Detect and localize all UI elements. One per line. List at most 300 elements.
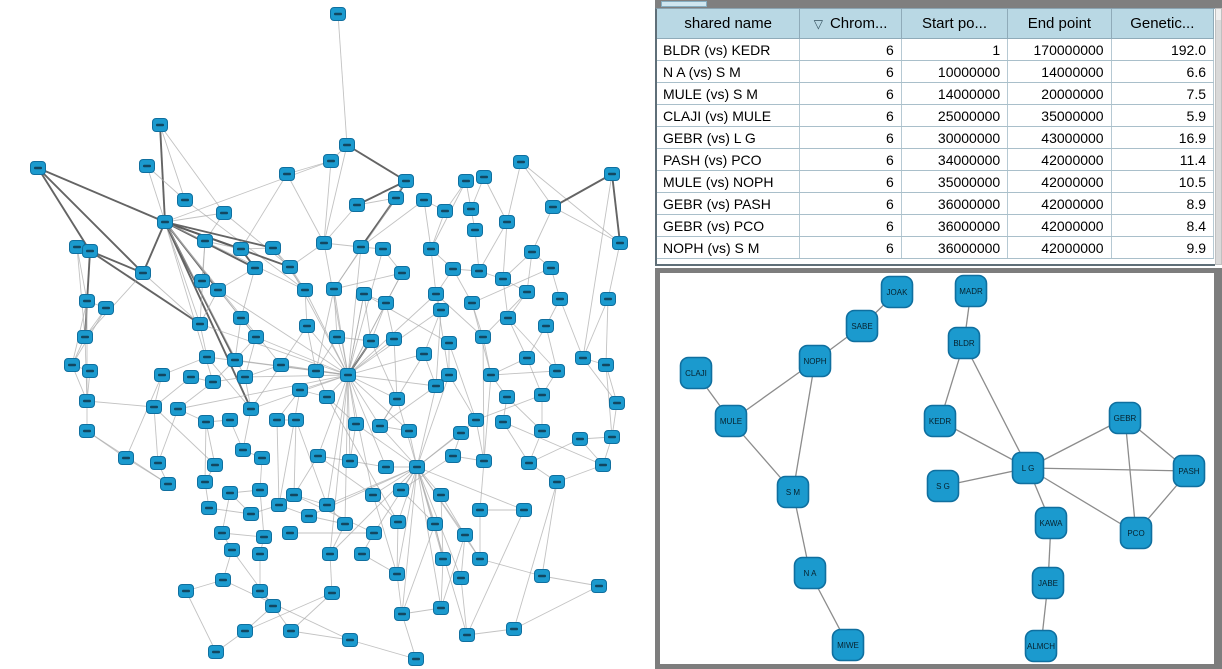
table-horizontal-scrollbar[interactable] [655,0,1222,8]
node-sabe[interactable] [847,311,878,342]
network-node[interactable] [399,175,414,188]
scrollbar-thumb[interactable] [661,1,707,7]
network-node[interactable] [343,634,358,647]
network-node[interactable] [477,455,492,468]
table-cell[interactable]: MULE (vs) S M [657,83,800,105]
network-node[interactable] [324,155,339,168]
network-node[interactable] [198,476,213,489]
network-node[interactable] [248,262,263,275]
network-edge [484,375,491,461]
network-node[interactable] [257,531,272,544]
network-node[interactable] [395,608,410,621]
network-node[interactable] [391,516,406,529]
network-node[interactable] [484,369,499,382]
network-node[interactable] [576,352,591,365]
table-cell[interactable]: 192.0 [1111,39,1213,61]
table-cell[interactable]: 6.6 [1111,61,1213,83]
network-node[interactable] [535,389,550,402]
network-edge [186,591,216,652]
network-node[interactable] [249,331,264,344]
network-node[interactable] [234,312,249,325]
network-node[interactable] [454,427,469,440]
network-edge [583,174,612,358]
network-node[interactable] [140,160,155,173]
network-node[interactable] [434,602,449,615]
network-node[interactable] [446,263,461,276]
network-node[interactable] [442,369,457,382]
network-edge [87,401,154,407]
network-node[interactable] [236,444,251,457]
network-node[interactable] [331,8,346,21]
network-node[interactable] [217,207,232,220]
table-cell[interactable]: 11.4 [1111,149,1213,171]
network-node[interactable] [469,414,484,427]
table-cell[interactable]: 14000000 [1008,61,1111,83]
network-node[interactable] [228,354,243,367]
network-edge [503,422,603,465]
network-node[interactable] [311,450,326,463]
table-cell[interactable]: 42000000 [1008,171,1111,193]
network-edge [491,371,557,375]
table-cell[interactable]: GEBR (vs) PCO [657,215,800,237]
network-edge [553,207,620,243]
column-header-1[interactable]: ▽ Chrom... [800,9,901,39]
table-cell[interactable]: 1 [901,39,1007,61]
network-edge [397,522,398,574]
network-node[interactable] [209,646,224,659]
table-cell[interactable]: 7.5 [1111,83,1213,105]
network-node[interactable] [225,544,240,557]
network-node[interactable] [317,237,332,250]
network-node[interactable] [293,384,308,397]
node-joak[interactable] [882,277,913,308]
network-node[interactable] [253,484,268,497]
column-header-0[interactable]: shared name [657,9,800,39]
network-node[interactable] [253,585,268,598]
network-edge [287,174,324,243]
network-node[interactable] [325,587,340,600]
network-node[interactable] [253,548,268,561]
node-pash[interactable] [1174,456,1205,487]
table-row[interactable] [657,127,1214,149]
table-cell[interactable]: PASH (vs) PCO [657,149,800,171]
network-node[interactable] [417,194,432,207]
table-cell[interactable]: 6 [800,127,901,149]
network-node[interactable] [238,371,253,384]
network-node[interactable] [198,235,213,248]
table-cell[interactable]: 42000000 [1008,149,1111,171]
network-node[interactable] [355,548,370,561]
network-node[interactable] [544,262,559,275]
network-node[interactable] [31,162,46,175]
network-node[interactable] [387,333,402,346]
network-node[interactable] [270,414,285,427]
column-header-4[interactable]: Genetic... [1111,9,1213,39]
network-node[interactable] [193,318,208,331]
network-node[interactable] [613,237,628,250]
network-node[interactable] [436,553,451,566]
node-almch[interactable] [1026,631,1057,662]
network-node[interactable] [80,425,95,438]
network-node[interactable] [199,416,214,429]
table-cell[interactable]: 8.9 [1111,193,1213,215]
network-node[interactable] [272,499,287,512]
network-node[interactable] [327,283,342,296]
network-node[interactable] [395,267,410,280]
network-edge [154,407,158,463]
network-node[interactable] [376,243,391,256]
network-edge[interactable] [1028,468,1189,471]
node-madr[interactable] [956,276,987,307]
table-cell[interactable]: 9.9 [1111,237,1213,259]
network-node[interactable] [424,243,439,256]
table-cell[interactable]: 35000000 [1008,105,1111,127]
table-cell[interactable]: 10.5 [1111,171,1213,193]
svg-text:KEDR: KEDR [928,417,952,426]
edge-attribute-table-panel [655,8,1215,266]
network-node[interactable] [442,337,457,350]
network-node[interactable] [402,425,417,438]
network-node[interactable] [289,414,304,427]
network-node[interactable] [550,365,565,378]
node-gebr[interactable] [1110,403,1141,434]
network-edge [417,467,524,510]
table-cell[interactable]: 34000000 [901,149,1007,171]
network-node[interactable] [341,369,356,382]
node-miwe[interactable] [833,630,864,661]
table-cell[interactable]: N A (vs) S M [657,61,800,83]
network-node[interactable] [320,391,335,404]
node-pco[interactable] [1121,518,1152,549]
table-cell[interactable]: 43000000 [1008,127,1111,149]
network-node[interactable] [438,205,453,218]
network-node[interactable] [153,119,168,132]
network-node[interactable] [266,600,281,613]
network-node[interactable] [151,457,166,470]
network-node[interactable] [147,401,162,414]
network-node[interactable] [522,457,537,470]
network-node[interactable] [119,452,134,465]
network-node[interactable] [520,286,535,299]
network-node[interactable] [255,452,270,465]
network-node[interactable] [389,192,404,205]
table-cell[interactable]: 6 [800,149,901,171]
node-l-g[interactable] [1013,453,1044,484]
node-kawa[interactable] [1036,508,1067,539]
network-node[interactable] [464,203,479,216]
network-node[interactable] [99,302,114,315]
network-node[interactable] [468,224,483,237]
network-node[interactable] [535,425,550,438]
table-cell[interactable]: 36000000 [901,215,1007,237]
svg-text:L G: L G [1021,464,1035,473]
network-node[interactable] [429,380,444,393]
table-cell[interactable]: 5.9 [1111,105,1213,127]
table-row[interactable] [657,83,1214,105]
network-node[interactable] [266,242,281,255]
network-node[interactable] [364,335,379,348]
network-node[interactable] [535,570,550,583]
network-edge[interactable] [793,361,815,492]
node-jabe[interactable] [1033,568,1064,599]
network-node[interactable] [349,418,364,431]
svg-text:GEBR: GEBR [1113,414,1137,423]
network-node[interactable] [428,518,443,531]
network-node[interactable] [366,489,381,502]
table-row[interactable] [657,39,1214,61]
scrollbar-button[interactable] [1216,9,1221,20]
node-mule[interactable] [716,406,747,437]
network-node[interactable] [496,273,511,286]
network-edge[interactable] [1125,418,1136,533]
network-node[interactable] [417,348,432,361]
network-node[interactable] [309,365,324,378]
table-cell[interactable]: 6 [800,171,901,193]
network-node[interactable] [354,241,369,254]
network-node[interactable] [367,527,382,540]
table-row[interactable] [657,171,1214,193]
network-node[interactable] [179,585,194,598]
table-vertical-scrollbar[interactable] [1215,8,1222,265]
network-node[interactable] [274,359,289,372]
svg-text:CLAJI: CLAJI [685,369,707,378]
node-bldr[interactable] [949,328,980,359]
network-edge [245,375,348,377]
network-node[interactable] [158,216,173,229]
network-node[interactable] [390,393,405,406]
network-edge [165,161,331,222]
network-edge [507,162,521,222]
network-node[interactable] [465,297,480,310]
network-node[interactable] [546,201,561,214]
network-edge [417,467,480,559]
network-edge [553,174,612,207]
network-node[interactable] [500,216,515,229]
table-cell[interactable]: 6 [800,193,901,215]
svg-text:N A: N A [803,569,817,578]
network-node[interactable] [202,502,217,515]
node-claji[interactable] [681,358,712,389]
network-node[interactable] [601,293,616,306]
network-node[interactable] [573,433,588,446]
network-node[interactable] [496,416,511,429]
network-node[interactable] [517,504,532,517]
network-node[interactable] [223,414,238,427]
network-node[interactable] [525,246,540,259]
table-cell[interactable]: 20000000 [1008,83,1111,105]
network-node[interactable] [283,261,298,274]
network-edge [205,422,206,482]
network-node[interactable] [553,293,568,306]
network-node[interactable] [171,403,186,416]
column-header-2[interactable]: Start po... [901,9,1007,39]
table-cell[interactable]: 36000000 [901,237,1007,259]
network-edge [480,461,484,510]
network-node[interactable] [136,267,151,280]
table-cell[interactable]: 35000000 [901,171,1007,193]
network-node[interactable] [83,245,98,258]
network-node[interactable] [605,431,620,444]
network-node[interactable] [343,455,358,468]
network-node[interactable] [244,403,259,416]
network-node[interactable] [610,397,625,410]
network-node[interactable] [234,243,249,256]
table-cell[interactable]: 8.4 [1111,215,1213,237]
network-node[interactable] [514,156,529,169]
table-row[interactable] [657,215,1214,237]
network-node[interactable] [244,508,259,521]
network-node[interactable] [206,376,221,389]
network-node[interactable] [454,572,469,585]
network-node[interactable] [599,359,614,372]
network-node[interactable] [500,391,515,404]
network-node[interactable] [338,518,353,531]
network-node[interactable] [80,395,95,408]
network-node[interactable] [476,331,491,344]
network-node[interactable] [460,629,475,642]
network-node[interactable] [379,461,394,474]
network-node[interactable] [379,297,394,310]
table-cell[interactable]: GEBR (vs) L G [657,127,800,149]
column-header-3[interactable]: End point [1008,9,1111,39]
network-node[interactable] [477,171,492,184]
table-cell[interactable]: CLAJI (vs) MULE [657,105,800,127]
detail-network-canvas[interactable] [660,273,1214,664]
detail-network-panel [655,268,1222,669]
network-node[interactable] [473,504,488,517]
network-node[interactable] [280,168,295,181]
network-node[interactable] [459,175,474,188]
network-node[interactable] [434,304,449,317]
svg-text:S M: S M [785,488,801,497]
svg-text:JABE: JABE [1037,579,1059,588]
table-cell[interactable]: 42000000 [1008,237,1111,259]
svg-text:KAWA: KAWA [1039,519,1063,528]
network-node[interactable] [410,461,425,474]
network-node[interactable] [550,476,565,489]
network-node[interactable] [592,580,607,593]
network-node[interactable] [65,359,80,372]
node-s-m[interactable] [778,477,809,508]
table-row[interactable] [657,193,1214,215]
network-edge [334,273,402,289]
network-node[interactable] [238,625,253,638]
table-cell[interactable]: MULE (vs) NOPH [657,171,800,193]
network-node[interactable] [520,352,535,365]
network-node[interactable] [300,320,315,333]
network-node[interactable] [298,284,313,297]
network-node[interactable] [155,369,170,382]
table-cell[interactable]: 42000000 [1008,193,1111,215]
network-node[interactable] [394,484,409,497]
table-cell[interactable]: 16.9 [1111,127,1213,149]
table-row[interactable] [657,61,1214,83]
node-kedr[interactable] [925,406,956,437]
network-node[interactable] [80,295,95,308]
node-s-g[interactable] [928,471,959,502]
svg-text:S G: S G [936,482,950,491]
network-edge [224,213,290,267]
network-node[interactable] [184,371,199,384]
network-node[interactable] [605,168,620,181]
table-cell[interactable]: NOPH (vs) S M [657,237,800,259]
network-node[interactable] [429,288,444,301]
network-node[interactable] [211,284,226,297]
network-node[interactable] [507,623,522,636]
network-node[interactable] [78,331,93,344]
table-cell[interactable]: BLDR (vs) KEDR [657,39,800,61]
network-node[interactable] [83,365,98,378]
network-node[interactable] [539,320,554,333]
network-node[interactable] [208,459,223,472]
network-node[interactable] [330,331,345,344]
table-cell[interactable]: GEBR (vs) PASH [657,193,800,215]
table-cell[interactable]: 14000000 [901,83,1007,105]
network-node[interactable] [323,548,338,561]
network-node[interactable] [200,351,215,364]
network-node[interactable] [501,312,516,325]
network-node[interactable] [161,478,176,491]
table-cell[interactable]: 10000000 [901,61,1007,83]
network-node[interactable] [283,527,298,540]
network-node[interactable] [216,574,231,587]
network-node[interactable] [472,265,487,278]
network-node[interactable] [302,510,317,523]
table-row[interactable] [657,105,1214,127]
network-edge [143,222,165,273]
table-cell[interactable]: 6 [800,215,901,237]
network-node[interactable] [446,450,461,463]
table-cell[interactable]: 25000000 [901,105,1007,127]
network-edge [606,299,608,365]
network-node[interactable] [320,499,335,512]
table-cell[interactable]: 42000000 [1008,215,1111,237]
network-node[interactable] [373,420,388,433]
network-node[interactable] [434,489,449,502]
table-cell[interactable]: 36000000 [901,193,1007,215]
network-node[interactable] [350,199,365,212]
table-cell[interactable]: 6 [800,39,901,61]
network-node[interactable] [215,527,230,540]
table-cell[interactable]: 170000000 [1008,39,1111,61]
table-row[interactable] [657,149,1214,171]
table-cell[interactable]: 6 [800,237,901,259]
network-node[interactable] [178,194,193,207]
table-cell[interactable]: 6 [800,83,901,105]
node-n-a[interactable] [795,558,826,589]
network-edge [279,390,300,505]
network-node[interactable] [287,489,302,502]
table-cell[interactable]: 30000000 [901,127,1007,149]
network-node[interactable] [357,288,372,301]
network-node[interactable] [340,139,355,152]
network-node[interactable] [195,275,210,288]
network-node[interactable] [473,553,488,566]
table-cell[interactable]: 6 [800,61,901,83]
network-node[interactable] [458,529,473,542]
network-edge[interactable] [964,343,1028,468]
network-node[interactable] [390,568,405,581]
network-node[interactable] [284,625,299,638]
table-cell[interactable]: 6 [800,105,901,127]
network-edge [467,510,524,635]
network-node[interactable] [223,487,238,500]
table-row[interactable] [657,237,1214,259]
network-node[interactable] [596,459,611,472]
node-noph[interactable] [800,346,831,377]
filter-icon[interactable]: ▽ [813,17,823,31]
network-node[interactable] [409,653,424,666]
